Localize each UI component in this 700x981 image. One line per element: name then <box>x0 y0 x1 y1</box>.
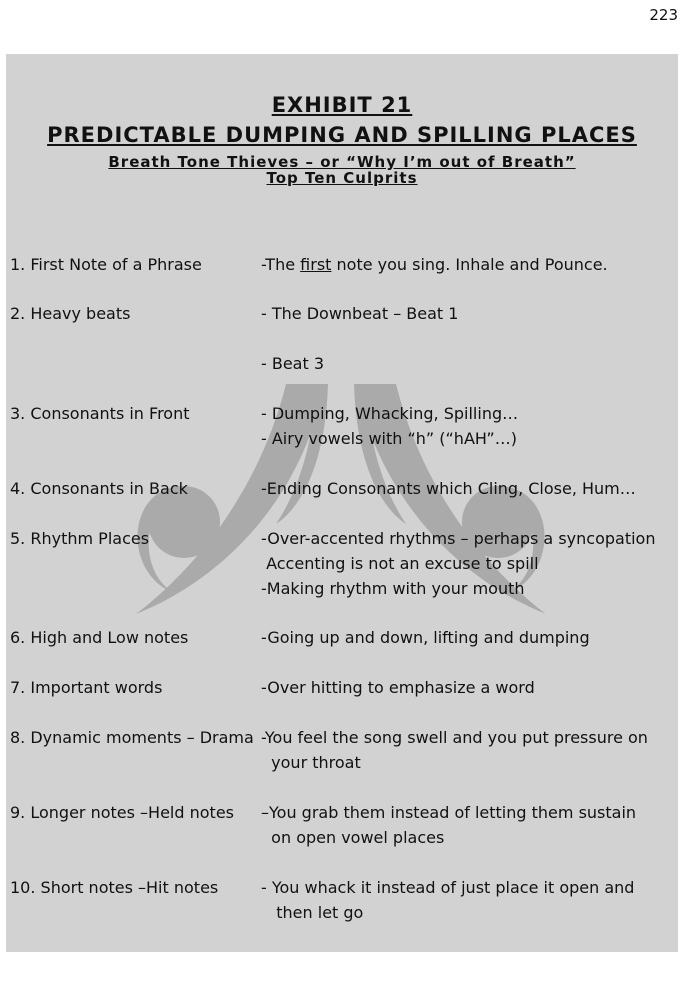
culprit-label: 1. First Note of a Phrase <box>10 255 202 274</box>
culprit-description <box>261 625 590 650</box>
section-title-wrap <box>6 166 678 190</box>
desc-line: -Over-accented rhythms – perhaps a syncopation <box>261 529 656 548</box>
culprit-label: 2. Heavy beats <box>10 304 131 323</box>
culprit-description <box>261 476 636 501</box>
culprit-label: 10. Short notes –Hit notes <box>10 878 219 897</box>
desc-line: - Dumping, Whacking, Spilling… <box>261 404 519 423</box>
culprit-description <box>261 875 634 925</box>
desc-text: -The <box>261 255 301 274</box>
exhibit-panel <box>6 54 678 952</box>
culprit-description <box>261 301 458 326</box>
desc-emphasis: first <box>300 255 332 274</box>
section-title: Top Ten Culprits <box>266 169 418 187</box>
desc-line: -Making rhythm with your mouth <box>261 579 525 598</box>
culprit-label: 5. Rhythm Places <box>10 529 150 548</box>
title-block <box>6 90 678 174</box>
desc-line: –You grab them instead of letting them sustain <box>261 803 637 822</box>
culprit-label: 3. Consonants in Front <box>10 404 190 423</box>
culprit-description <box>261 526 655 601</box>
culprit-label: 8. Dynamic moments – Drama <box>10 728 254 747</box>
desc-line: - Beat 3 <box>261 354 325 373</box>
culprit-label: 6. High and Low notes <box>10 628 189 647</box>
culprit-label: 4. Consonants in Back <box>10 479 188 498</box>
desc-line: your throat <box>261 753 361 772</box>
desc-line: -Going up and down, lifting and dumping <box>261 628 590 647</box>
desc-line <box>261 252 608 277</box>
desc-line: -Over hitting to emphasize a word <box>261 678 535 697</box>
desc-line: on open vowel places <box>261 828 445 847</box>
desc-line: - The Downbeat – Beat 1 <box>261 304 459 323</box>
culprit-description <box>261 252 608 277</box>
desc-text: note you sing. Inhale and Pounce. <box>331 255 608 274</box>
culprit-description <box>261 401 518 451</box>
culprit-label: 7. Important words <box>10 678 163 697</box>
culprit-label: 9. Longer notes –Held notes <box>10 803 234 822</box>
desc-line: then let go <box>261 903 364 922</box>
desc-line: - Airy vowels with “h” (“hAH”…) <box>261 429 517 448</box>
page-number: 223 <box>649 6 678 24</box>
culprit-description <box>261 675 535 700</box>
subtitle: Breath Tone Thieves – or “Why I’m out of Breath” <box>108 153 576 171</box>
culprit-description <box>261 351 324 376</box>
desc-line: - You whack it instead of just place it open and <box>261 878 635 897</box>
main-title: PREDICTABLE DUMPING AND SPILLING PLACES <box>47 123 637 147</box>
culprit-description <box>261 725 648 775</box>
desc-line: Accenting is not an excuse to spill <box>261 554 539 573</box>
exhibit-heading: EXHIBIT 21 <box>271 93 413 117</box>
desc-line: -You feel the song swell and you put pressure on <box>261 728 648 747</box>
culprit-description <box>261 800 636 850</box>
desc-line: -Ending Consonants which Cling, Close, Hum… <box>261 479 636 498</box>
